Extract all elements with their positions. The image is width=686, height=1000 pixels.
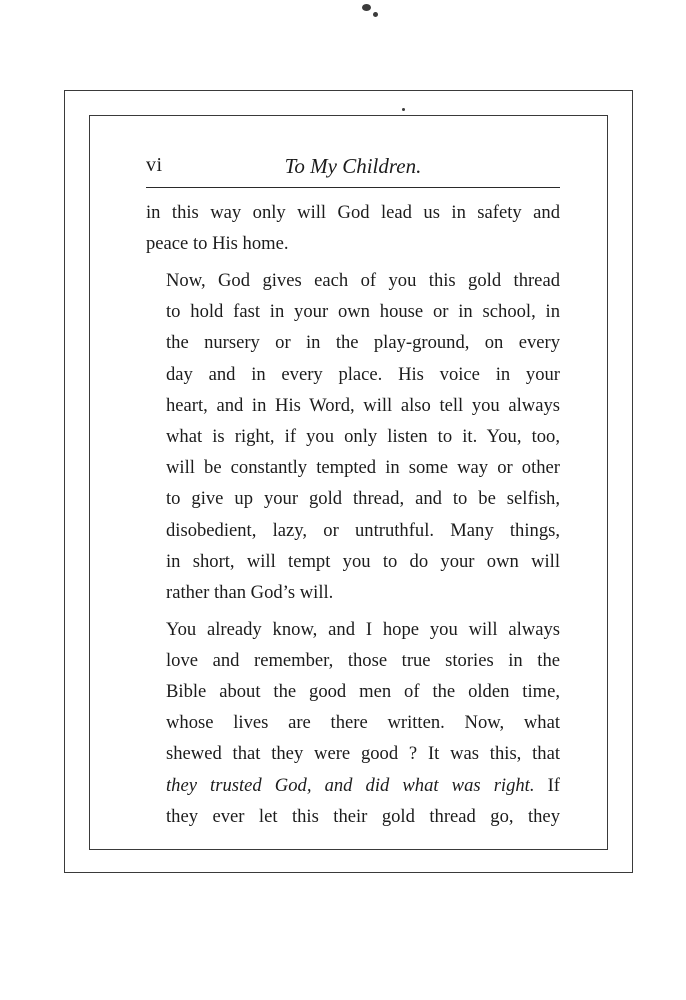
- ink-speck: [362, 4, 371, 11]
- text-line: love and remember, those true stories in the: [166, 649, 560, 671]
- body-text: [146, 197, 560, 832]
- text-line: in short, will tempt you to do your own will: [166, 550, 560, 572]
- header-rule: [146, 187, 560, 188]
- running-head: [146, 154, 560, 184]
- paragraph-1: [146, 197, 560, 259]
- text-line: shewed that they were good ? It was this, that: [166, 743, 560, 765]
- text-line: Bible about the good men of the olden time,: [166, 681, 560, 703]
- paragraph-3: [146, 614, 560, 832]
- running-title: To My Children.: [284, 154, 422, 178]
- text-line: heart, and in His Word, will also tell you always: [166, 394, 560, 416]
- text-line: peace to His home.: [146, 233, 289, 255]
- text-line: whose lives are there written. Now, what: [166, 712, 560, 734]
- text-line: Now, God gives each of you this gold thread: [166, 269, 560, 291]
- text-line-italic: [146, 770, 560, 801]
- text-line: You already know, and I hope you will always: [166, 618, 560, 640]
- text-line: to hold fast in your own house or in school, in: [166, 301, 560, 323]
- text-line: to give up your gold thread, and to be selfish,: [166, 488, 560, 510]
- text-line: day and in every place. His voice in your: [166, 363, 560, 385]
- text-line: in this way only will God lead us in safety and: [146, 202, 560, 223]
- italic-line-tail: If: [534, 774, 560, 796]
- text-line: they ever let this their gold thread go, they: [166, 805, 560, 827]
- text-line: disobedient, lazy, or untruthful. Many things,: [166, 519, 560, 541]
- ink-speck: [373, 12, 378, 17]
- ink-speck: [402, 108, 405, 111]
- italic-phrase: they trusted God, and did what was right.: [166, 774, 535, 796]
- text-line: will be constantly tempted in some way or other: [166, 457, 560, 479]
- text-line: rather than God’s will.: [166, 581, 334, 603]
- paragraph-2: [146, 265, 560, 608]
- text-line: the nursery or in the play-ground, on every: [166, 332, 560, 354]
- page-number: vi: [146, 154, 163, 176]
- text-line: what is right, if you only listen to it. You, too,: [166, 425, 560, 447]
